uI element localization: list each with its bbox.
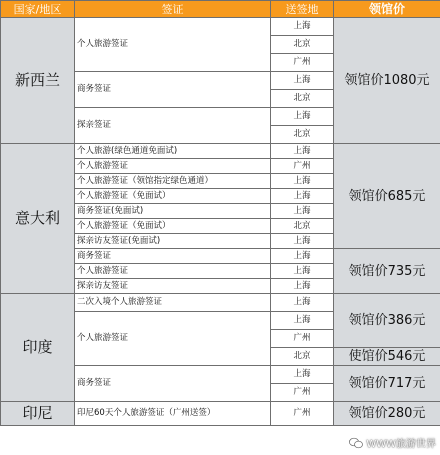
location-cell: 上海 <box>271 18 334 36</box>
visa-cell: 个人旅游签证 <box>75 312 271 366</box>
visa-cell: 个人旅游签证（免面试） <box>75 219 271 234</box>
location-cell: 北京 <box>271 90 334 108</box>
wechat-icon <box>349 437 363 449</box>
country-cell: 印尼 <box>1 402 75 426</box>
visa-cell: 探亲访友签证(免面试) <box>75 234 271 249</box>
visa-cell: 个人旅游签证（免面试） <box>75 189 271 204</box>
table-row <box>1 294 440 312</box>
location-cell: 北京 <box>271 348 334 366</box>
location-cell: 北京 <box>271 126 334 144</box>
visa-cell: 印尼60天个人旅游签证（广州送签） <box>75 402 271 426</box>
country-cell: 新西兰 <box>1 18 75 144</box>
visa-cell: 个人旅游(绿色通道免面试) <box>75 144 271 159</box>
location-cell: 上海 <box>271 108 334 126</box>
price-cell: 领馆价280元 <box>334 402 440 426</box>
header-visa: 签证 <box>75 1 271 18</box>
visa-cell: 二次入境个人旅游签证 <box>75 294 271 312</box>
visa-cell: 个人旅游签证 <box>75 159 271 174</box>
location-cell: 上海 <box>271 72 334 90</box>
visa-cell: 个人旅游签证 <box>75 264 271 279</box>
table-row <box>1 402 440 426</box>
location-cell: 上海 <box>271 174 334 189</box>
price-cell: 领馆价1080元 <box>334 18 440 144</box>
watermark-text: WWW旅游世界 <box>366 439 436 450</box>
location-cell: 上海 <box>271 279 334 294</box>
location-cell: 广州 <box>271 384 334 402</box>
price-cell: 领馆价735元 <box>334 249 440 294</box>
header-location: 送签地 <box>271 1 334 18</box>
visa-cell: 个人旅游签证 <box>75 18 271 72</box>
table-row <box>1 18 440 36</box>
location-cell: 北京 <box>271 36 334 54</box>
watermark <box>349 435 436 450</box>
visa-cell: 探亲访友签证 <box>75 279 271 294</box>
price-cell: 使馆价546元 <box>334 348 440 366</box>
visa-cell: 商务签证(免面试) <box>75 204 271 219</box>
location-cell: 广州 <box>271 159 334 174</box>
location-cell: 上海 <box>271 294 334 312</box>
location-cell: 北京 <box>271 219 334 234</box>
location-cell: 上海 <box>271 204 334 219</box>
country-cell: 意大利 <box>1 144 75 294</box>
location-cell: 上海 <box>271 366 334 384</box>
price-cell: 领馆价685元 <box>334 144 440 249</box>
header-country: 国家/地区 <box>1 1 75 18</box>
visa-cell: 商务签证 <box>75 249 271 264</box>
location-cell: 广州 <box>271 54 334 72</box>
visa-cell: 商务签证 <box>75 72 271 108</box>
visa-cell: 个人旅游签证（领馆指定绿色通道） <box>75 174 271 189</box>
location-cell: 上海 <box>271 189 334 204</box>
location-cell: 上海 <box>271 264 334 279</box>
visa-cell: 探亲签证 <box>75 108 271 144</box>
visa-cell: 商务签证 <box>75 366 271 402</box>
location-cell: 广州 <box>271 330 334 348</box>
header-row <box>1 1 440 18</box>
header-fee: 领馆价 <box>334 1 440 18</box>
location-cell: 上海 <box>271 144 334 159</box>
country-cell: 印度 <box>1 294 75 402</box>
price-cell: 领馆价717元 <box>334 366 440 402</box>
location-cell: 上海 <box>271 312 334 330</box>
location-cell: 上海 <box>271 234 334 249</box>
location-cell: 广州 <box>271 402 334 426</box>
price-cell: 领馆价386元 <box>334 294 440 348</box>
table-row <box>1 144 440 159</box>
location-cell: 上海 <box>271 249 334 264</box>
